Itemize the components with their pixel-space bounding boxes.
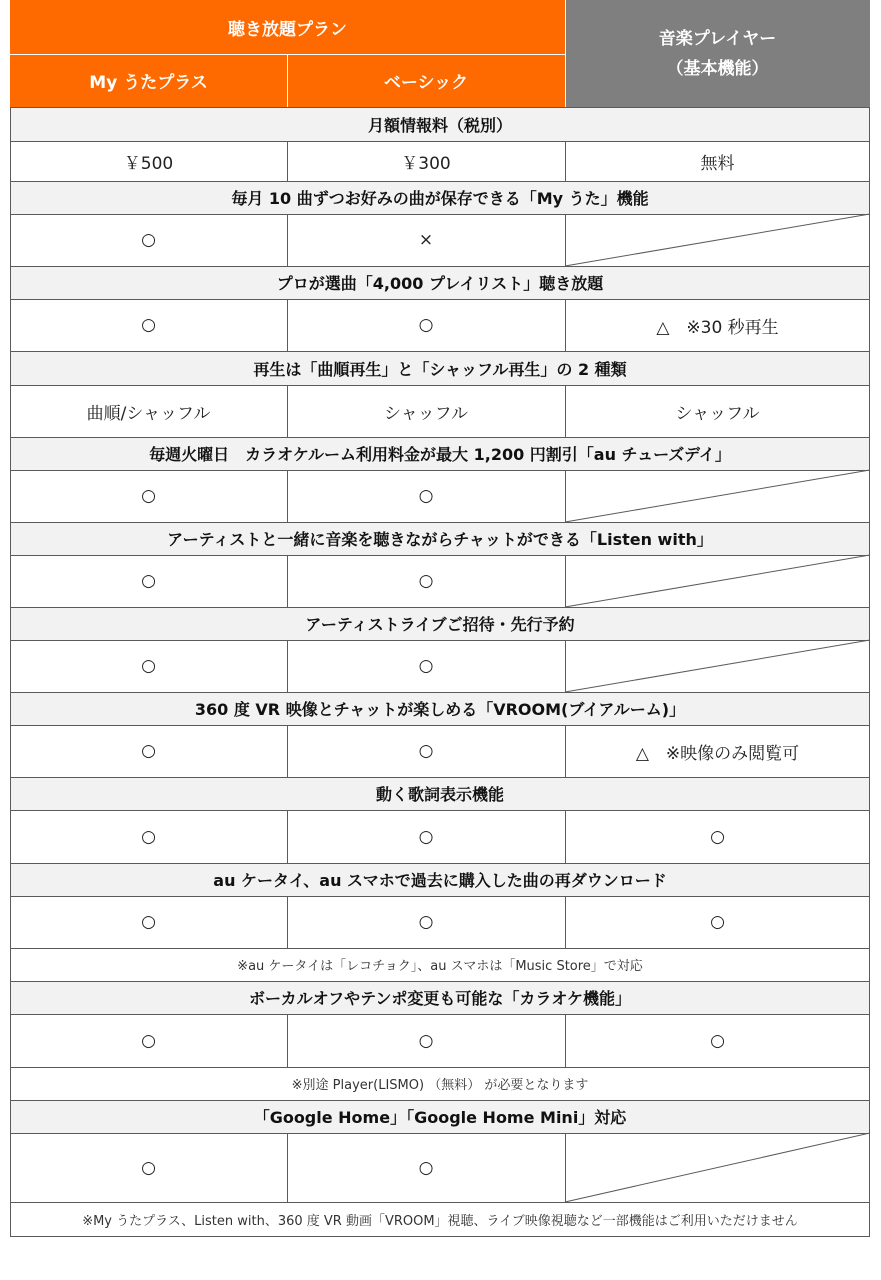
not-applicable-slash — [565, 640, 870, 692]
value-basic: シャッフル — [287, 385, 565, 437]
footnote: ※au ケータイは「レコチョク」、au スマホは「Music Store」で対応 — [10, 948, 870, 981]
value-basic: ○ — [287, 1133, 565, 1202]
column-header-basic: ベーシック — [287, 54, 565, 107]
value-basic: ○ — [287, 896, 565, 948]
value-my-uta-plus: ○ — [10, 299, 287, 351]
value-basic: ○ — [287, 1014, 565, 1067]
feature-row-title: 月額情報料（税別） — [10, 107, 870, 141]
value-basic: ○ — [287, 470, 565, 522]
music-player-subtitle: （基本機能） — [666, 58, 769, 79]
value-basic: ○ — [287, 555, 565, 607]
value-basic: ○ — [287, 725, 565, 777]
plan-group-header: 聴き放題プラン — [10, 0, 565, 54]
not-applicable-slash — [565, 470, 870, 522]
feature-row-title: プロが選曲「4,000 プレイリスト」聴き放題 — [10, 266, 870, 299]
not-applicable-slash — [565, 214, 870, 266]
value-music-player: ○ — [565, 1014, 870, 1067]
value-basic: ○ — [287, 810, 565, 863]
value-music-player: △ ※30 秒再生 — [565, 299, 870, 351]
value-music-player: ○ — [565, 810, 870, 863]
value-basic: ￥300 — [287, 141, 565, 181]
value-music-player: ○ — [565, 896, 870, 948]
plan-comparison-table — [10, 0, 870, 1245]
value-my-uta-plus: 曲順/シャッフル — [10, 385, 287, 437]
value-my-uta-plus: ○ — [10, 555, 287, 607]
not-applicable-slashes — [10, 0, 870, 1238]
value-music-player: △ ※映像のみ閲覧可 — [565, 725, 870, 777]
value-my-uta-plus: ￥500 — [10, 141, 287, 181]
value-my-uta-plus: ○ — [10, 1014, 287, 1067]
value-basic: × — [287, 214, 565, 266]
value-my-uta-plus: ○ — [10, 810, 287, 863]
value-music-player: シャッフル — [565, 385, 870, 437]
footnote: ※別途 Player(LISMO) （無料） が必要となります — [10, 1067, 870, 1100]
value-my-uta-plus: ○ — [10, 470, 287, 522]
feature-row-title: アーティストライブご招待・先行予約 — [10, 607, 870, 640]
feature-row-title: 動く歌詞表示機能 — [10, 777, 870, 810]
value-music-player: 無料 — [565, 141, 870, 181]
music-player-title: 音楽プレイヤー — [658, 28, 777, 49]
not-applicable-slash — [565, 555, 870, 607]
feature-row-title: 360 度 VR 映像とチャットが楽しめる「VROOM(ブイアルーム)」 — [10, 692, 870, 725]
value-my-uta-plus: ○ — [10, 896, 287, 948]
feature-row-title: au ケータイ、au スマホで過去に購入した曲の再ダウンロード — [10, 863, 870, 896]
value-my-uta-plus: ○ — [10, 214, 287, 266]
column-header-my-uta-plus: My うたプラス — [10, 54, 287, 107]
feature-row-title: 毎週火曜日 カラオケルーム利用料金が最大 1,200 円割引「au チューズデイ」 — [10, 437, 870, 470]
feature-row-title: ボーカルオフやテンポ変更も可能な「カラオケ機能」 — [10, 981, 870, 1014]
value-my-uta-plus: ○ — [10, 725, 287, 777]
footnote: ※My うたプラス、Listen with、360 度 VR 動画「VROOM」視聴、ライブ映像視聴など一部機能はご利用いただけません — [10, 1202, 870, 1236]
feature-row-title: 毎月 10 曲ずつお好みの曲が保存できる「My うた」機能 — [10, 181, 870, 214]
value-my-uta-plus: ○ — [10, 640, 287, 692]
not-applicable-slash — [565, 1133, 870, 1202]
feature-row-title: アーティストと一緒に音楽を聴きながらチャットができる「Listen with」 — [10, 522, 870, 555]
feature-row-title: 「Google Home」「Google Home Mini」対応 — [10, 1100, 870, 1133]
value-basic: ○ — [287, 299, 565, 351]
feature-row-title: 再生は「曲順再生」と「シャッフル再生」の 2 種類 — [10, 351, 870, 385]
value-my-uta-plus: ○ — [10, 1133, 287, 1202]
value-basic: ○ — [287, 640, 565, 692]
